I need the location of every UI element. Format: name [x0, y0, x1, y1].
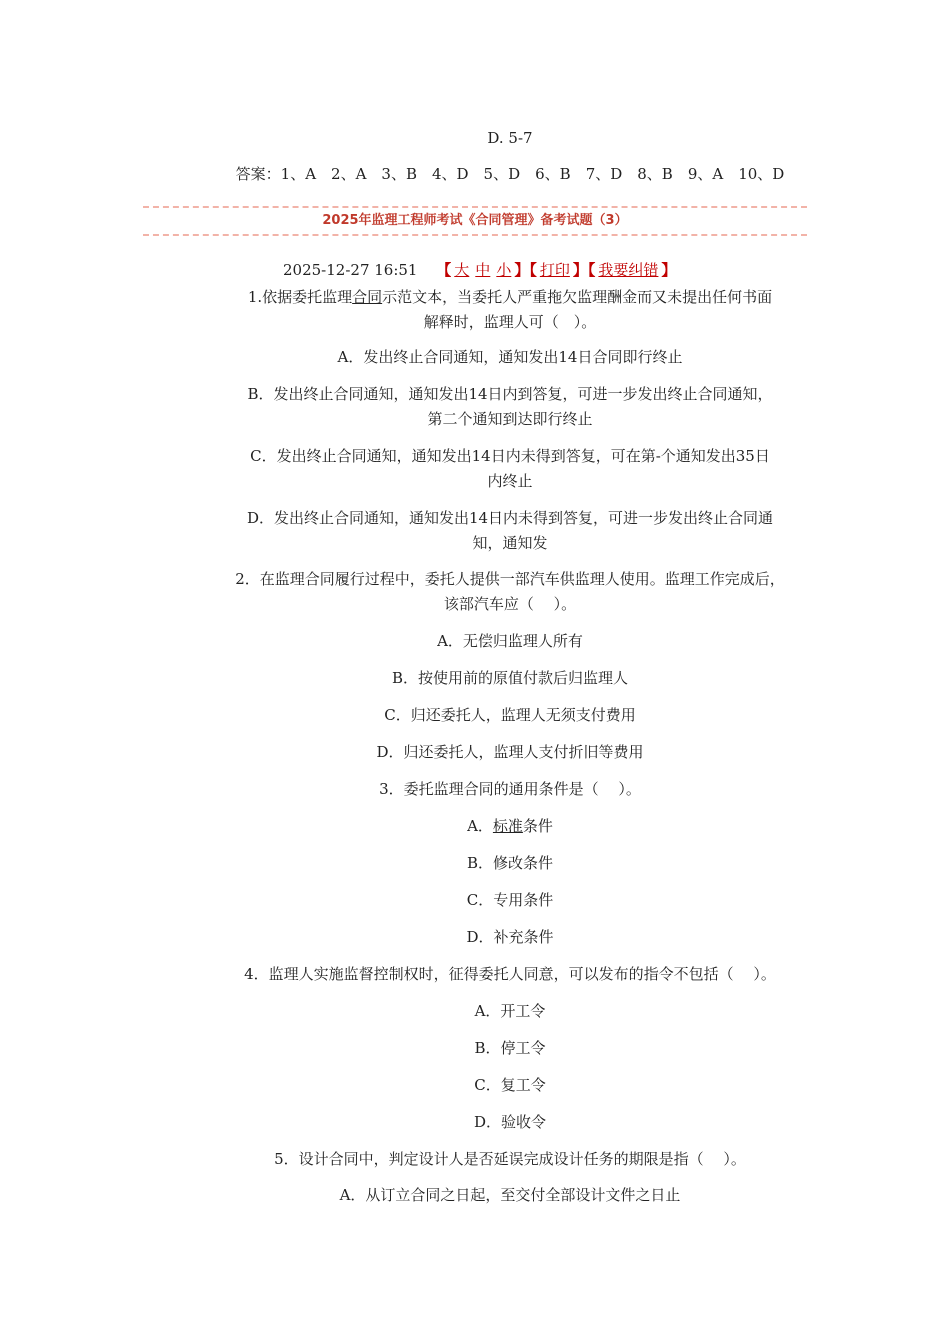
divider-top [143, 206, 807, 208]
question-1-option-d-cont: 知，通知发 [472, 534, 548, 552]
question-2-option-d: D．归还委托人，监理人支付折旧等费用 [376, 743, 644, 761]
font-size-small-link[interactable]: 小 [496, 261, 512, 279]
report-error-link[interactable]: 我要纠错 [598, 261, 659, 279]
question-1-option-b: B．发出终止合同通知，通知发出14日内到答复，可进一步发出终止合同通知， [247, 385, 773, 403]
prev-option-d: D. 5-7 [487, 129, 533, 147]
font-size-medium-link[interactable]: 中 [475, 261, 491, 279]
question-3-option-d: D．补充条件 [466, 928, 554, 946]
question-5-stem: 5．设计合同中，判定设计人是否延误完成设计任务的期限是指（ ）。 [274, 1150, 746, 1168]
font-size-bracket-open: 【 [436, 261, 452, 279]
question-4-option-c: C．复工令 [474, 1076, 546, 1094]
question-5-option-a: A．从订立合同之日起，至交付全部设计文件之日止 [339, 1186, 681, 1204]
question-1-option-b-cont: 第二个通知到达即行终止 [427, 410, 593, 428]
question-3-option-a: A．标准条件 [467, 817, 553, 835]
font-size-bracket-close: 】 [514, 261, 530, 279]
question-4-option-d: D．验收令 [473, 1113, 547, 1131]
question-1-option-a: A．发出终止合同通知，通知发出14日合同即行终止 [337, 348, 683, 366]
article-meta [283, 258, 676, 282]
question-3-stem: 3．委托监理合同的通用条件是（ ）。 [379, 780, 641, 798]
question-2-option-c: C．归还委托人，监理人无须支付费用 [384, 706, 636, 724]
question-4-stem: 4．监理人实施监督控制权时，征得委托人同意，可以发布的指令不包括（ ）。 [244, 965, 776, 983]
question-1-option-d: D．发出终止合同通知，通知发出14日内未得到答复，可进一步发出终止合同通 [246, 509, 774, 527]
print-bracket-close: 】 [572, 261, 588, 279]
question-2-option-a: A．无偿归监理人所有 [437, 632, 583, 650]
question-4-option-a: A．开工令 [474, 1002, 546, 1020]
report-bracket-open: 【 [587, 261, 596, 279]
question-1-stem: 1.依据委托监理合同示范文本，当委托人严重拖欠监理酬金而又未提出任何书面 [247, 288, 773, 306]
print-link[interactable]: 打印 [539, 261, 570, 279]
question-3-option-b: B．修改条件 [466, 854, 554, 872]
print-bracket-open: 【 [529, 261, 537, 279]
article-title: 2025年监理工程师考试《合同管理》备考试题（3） [322, 213, 628, 228]
question-4-option-b: B．停工令 [474, 1039, 546, 1057]
question-3-option-c: C．专用条件 [466, 891, 554, 909]
divider-bottom [143, 234, 807, 236]
question-1-stem-cont: 解释时，监理人可（ ）。 [423, 313, 597, 331]
font-size-large-link[interactable]: 大 [454, 261, 470, 279]
article-date: 2025-12-27 16:51 [283, 261, 418, 279]
standard-link[interactable]: 标准 [492, 817, 523, 835]
question-2-option-b: B．按使用前的原值付款后归监理人 [391, 669, 629, 687]
question-1-option-c-cont: 内终止 [487, 472, 533, 490]
contract-link[interactable]: 合同 [352, 288, 383, 306]
report-bracket-close: 】 [661, 261, 677, 279]
prev-answers: 答案：1、A 2、A 3、B 4、D 5、D 6、B 7、D 8、B 9、A 10、D [235, 165, 785, 183]
question-2-stem: 2．在监理合同履行过程中，委托人提供一部汽车供监理人使用。监理工作完成后， [235, 570, 785, 588]
question-1-option-c: C．发出终止合同通知，通知发出14日内未得到答复，可在第-个通知发出35日 [250, 447, 770, 465]
question-2-stem-cont: 该部汽车应（ ）。 [443, 595, 577, 613]
